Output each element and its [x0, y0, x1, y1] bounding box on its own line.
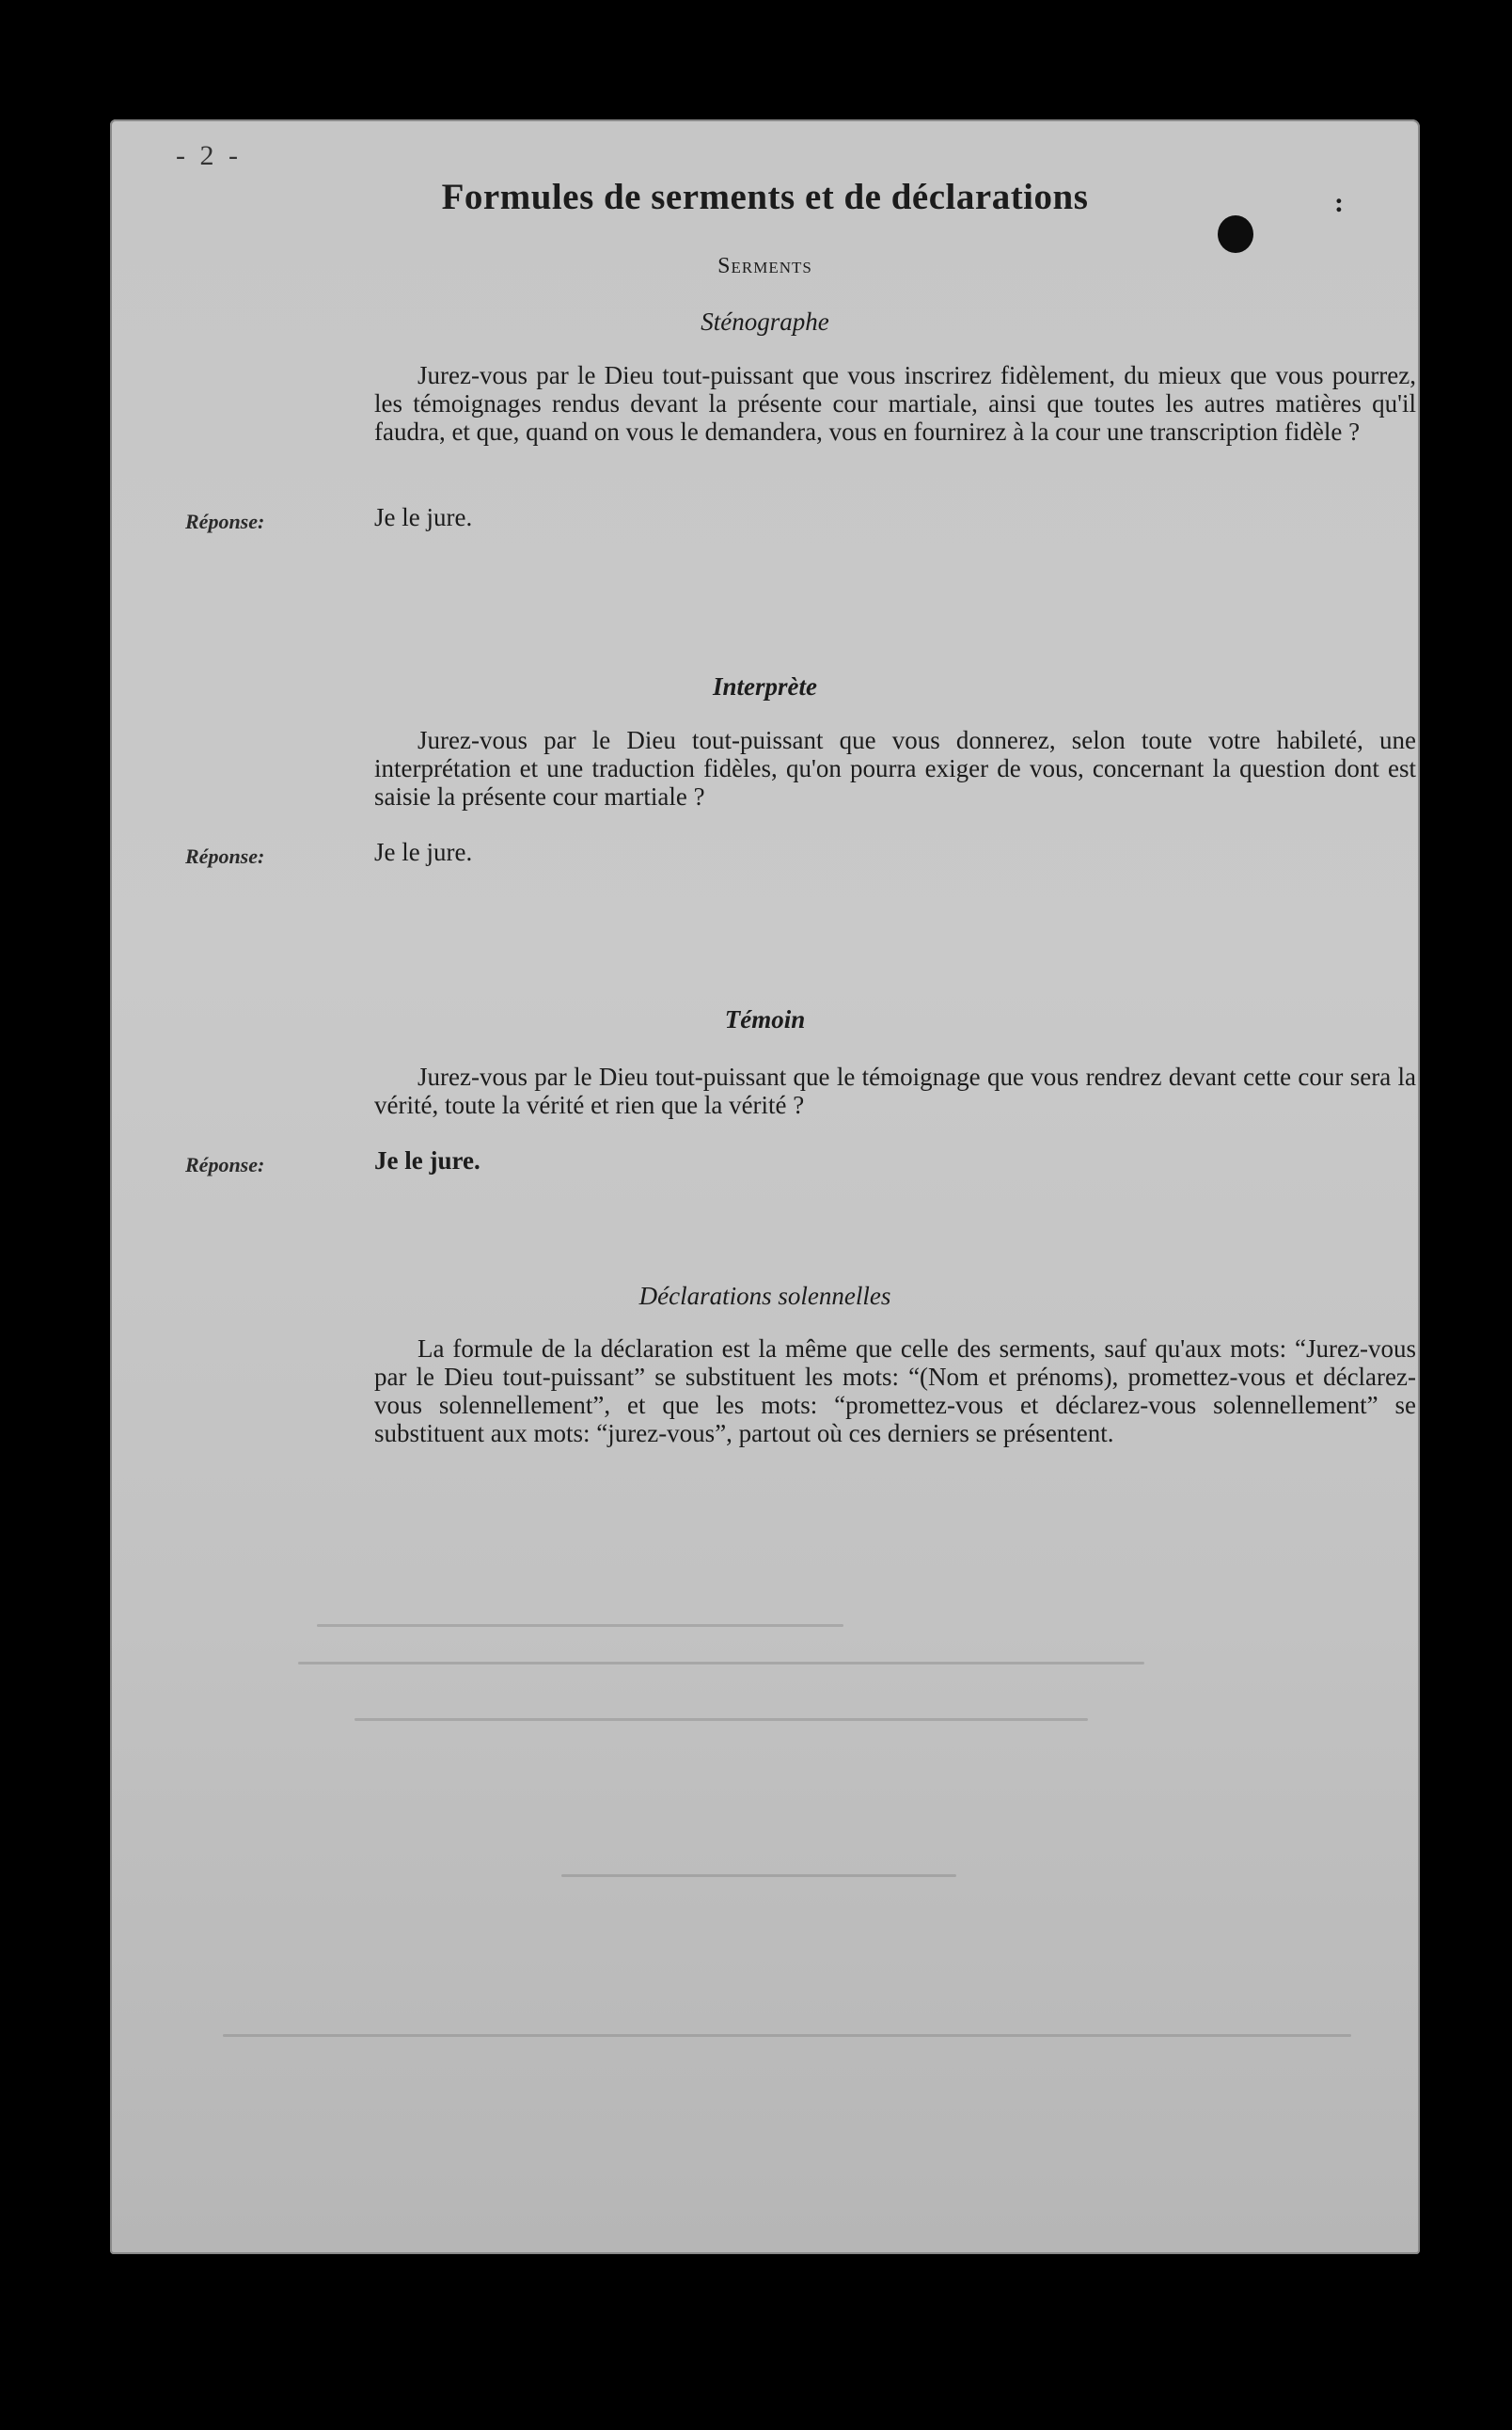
- section-heading-serments: Serments: [717, 254, 812, 278]
- bleed-through-line: [354, 1718, 1088, 1721]
- document-page: [110, 119, 1420, 2254]
- response-label-temoin: Réponse:: [185, 1153, 265, 1176]
- oath-text-temoin: Jurez-vous par le Dieu tout-puissant que le témoignage que vous rendrez devant cette cour sera la vérité, toute la vérité et rien que la vérité ?: [374, 1063, 1416, 1119]
- oath-text-interprete: Jurez-vous par le Dieu tout-puissant que vous donnerez, selon toute votre habileté, une interprétation et une traduction fidèles, qu'on pourra exiger de vous, concernant la question dont est saisie la présente cour martiale ?: [374, 726, 1416, 811]
- subheading-temoin: Témoin: [724, 1005, 806, 1034]
- subheading-declarations: Déclarations solennelles: [638, 1282, 891, 1310]
- title-mark: :: [1334, 187, 1344, 218]
- page-number: - 2 -: [176, 140, 242, 171]
- response-label-interprete: Réponse:: [185, 844, 265, 868]
- bleed-through-line: [561, 1874, 956, 1877]
- subheading-stenographe: Sténographe: [701, 308, 829, 336]
- bleed-through-line: [298, 1662, 1144, 1665]
- response-answer-interprete: Je le jure.: [374, 838, 473, 866]
- bleed-through-line: [223, 2034, 1351, 2037]
- bleed-through-line: [317, 1624, 843, 1627]
- oath-text-stenographe: Jurez-vous par le Dieu tout-puissant que vous inscrirez fidèlement, du mieux que vous pourrez, les témoignages rendus devant la présente cour martiale, ainsi que toutes les autres matières qu'il faudra, et que, quand on vous le demandera, vous en fournirez à la cour une transcription fidèle ?: [374, 361, 1416, 446]
- ink-blot: [1218, 215, 1253, 253]
- subheading-interprete: Interprète: [713, 672, 817, 701]
- response-answer-stenographe: Je le jure.: [374, 503, 473, 531]
- declaration-text: La formule de la déclaration est la même que celle des serments, sauf qu'aux mots: “Jurez-vous par le Dieu tout-puissant” se substituent les mots: “(Nom et prénoms), promettez-vous et déclarez-vous solennellement”, et que les mots: “promettez-vous et déclarez-vous solennellement” se substituent aux mots: “jurez-vous”, partout où ces derniers se présentent.: [374, 1334, 1416, 1447]
- response-answer-temoin: Je le jure.: [374, 1146, 480, 1175]
- response-label-stenographe: Réponse:: [185, 510, 265, 533]
- document-title: Formules de serments et de déclarations: [441, 177, 1089, 217]
